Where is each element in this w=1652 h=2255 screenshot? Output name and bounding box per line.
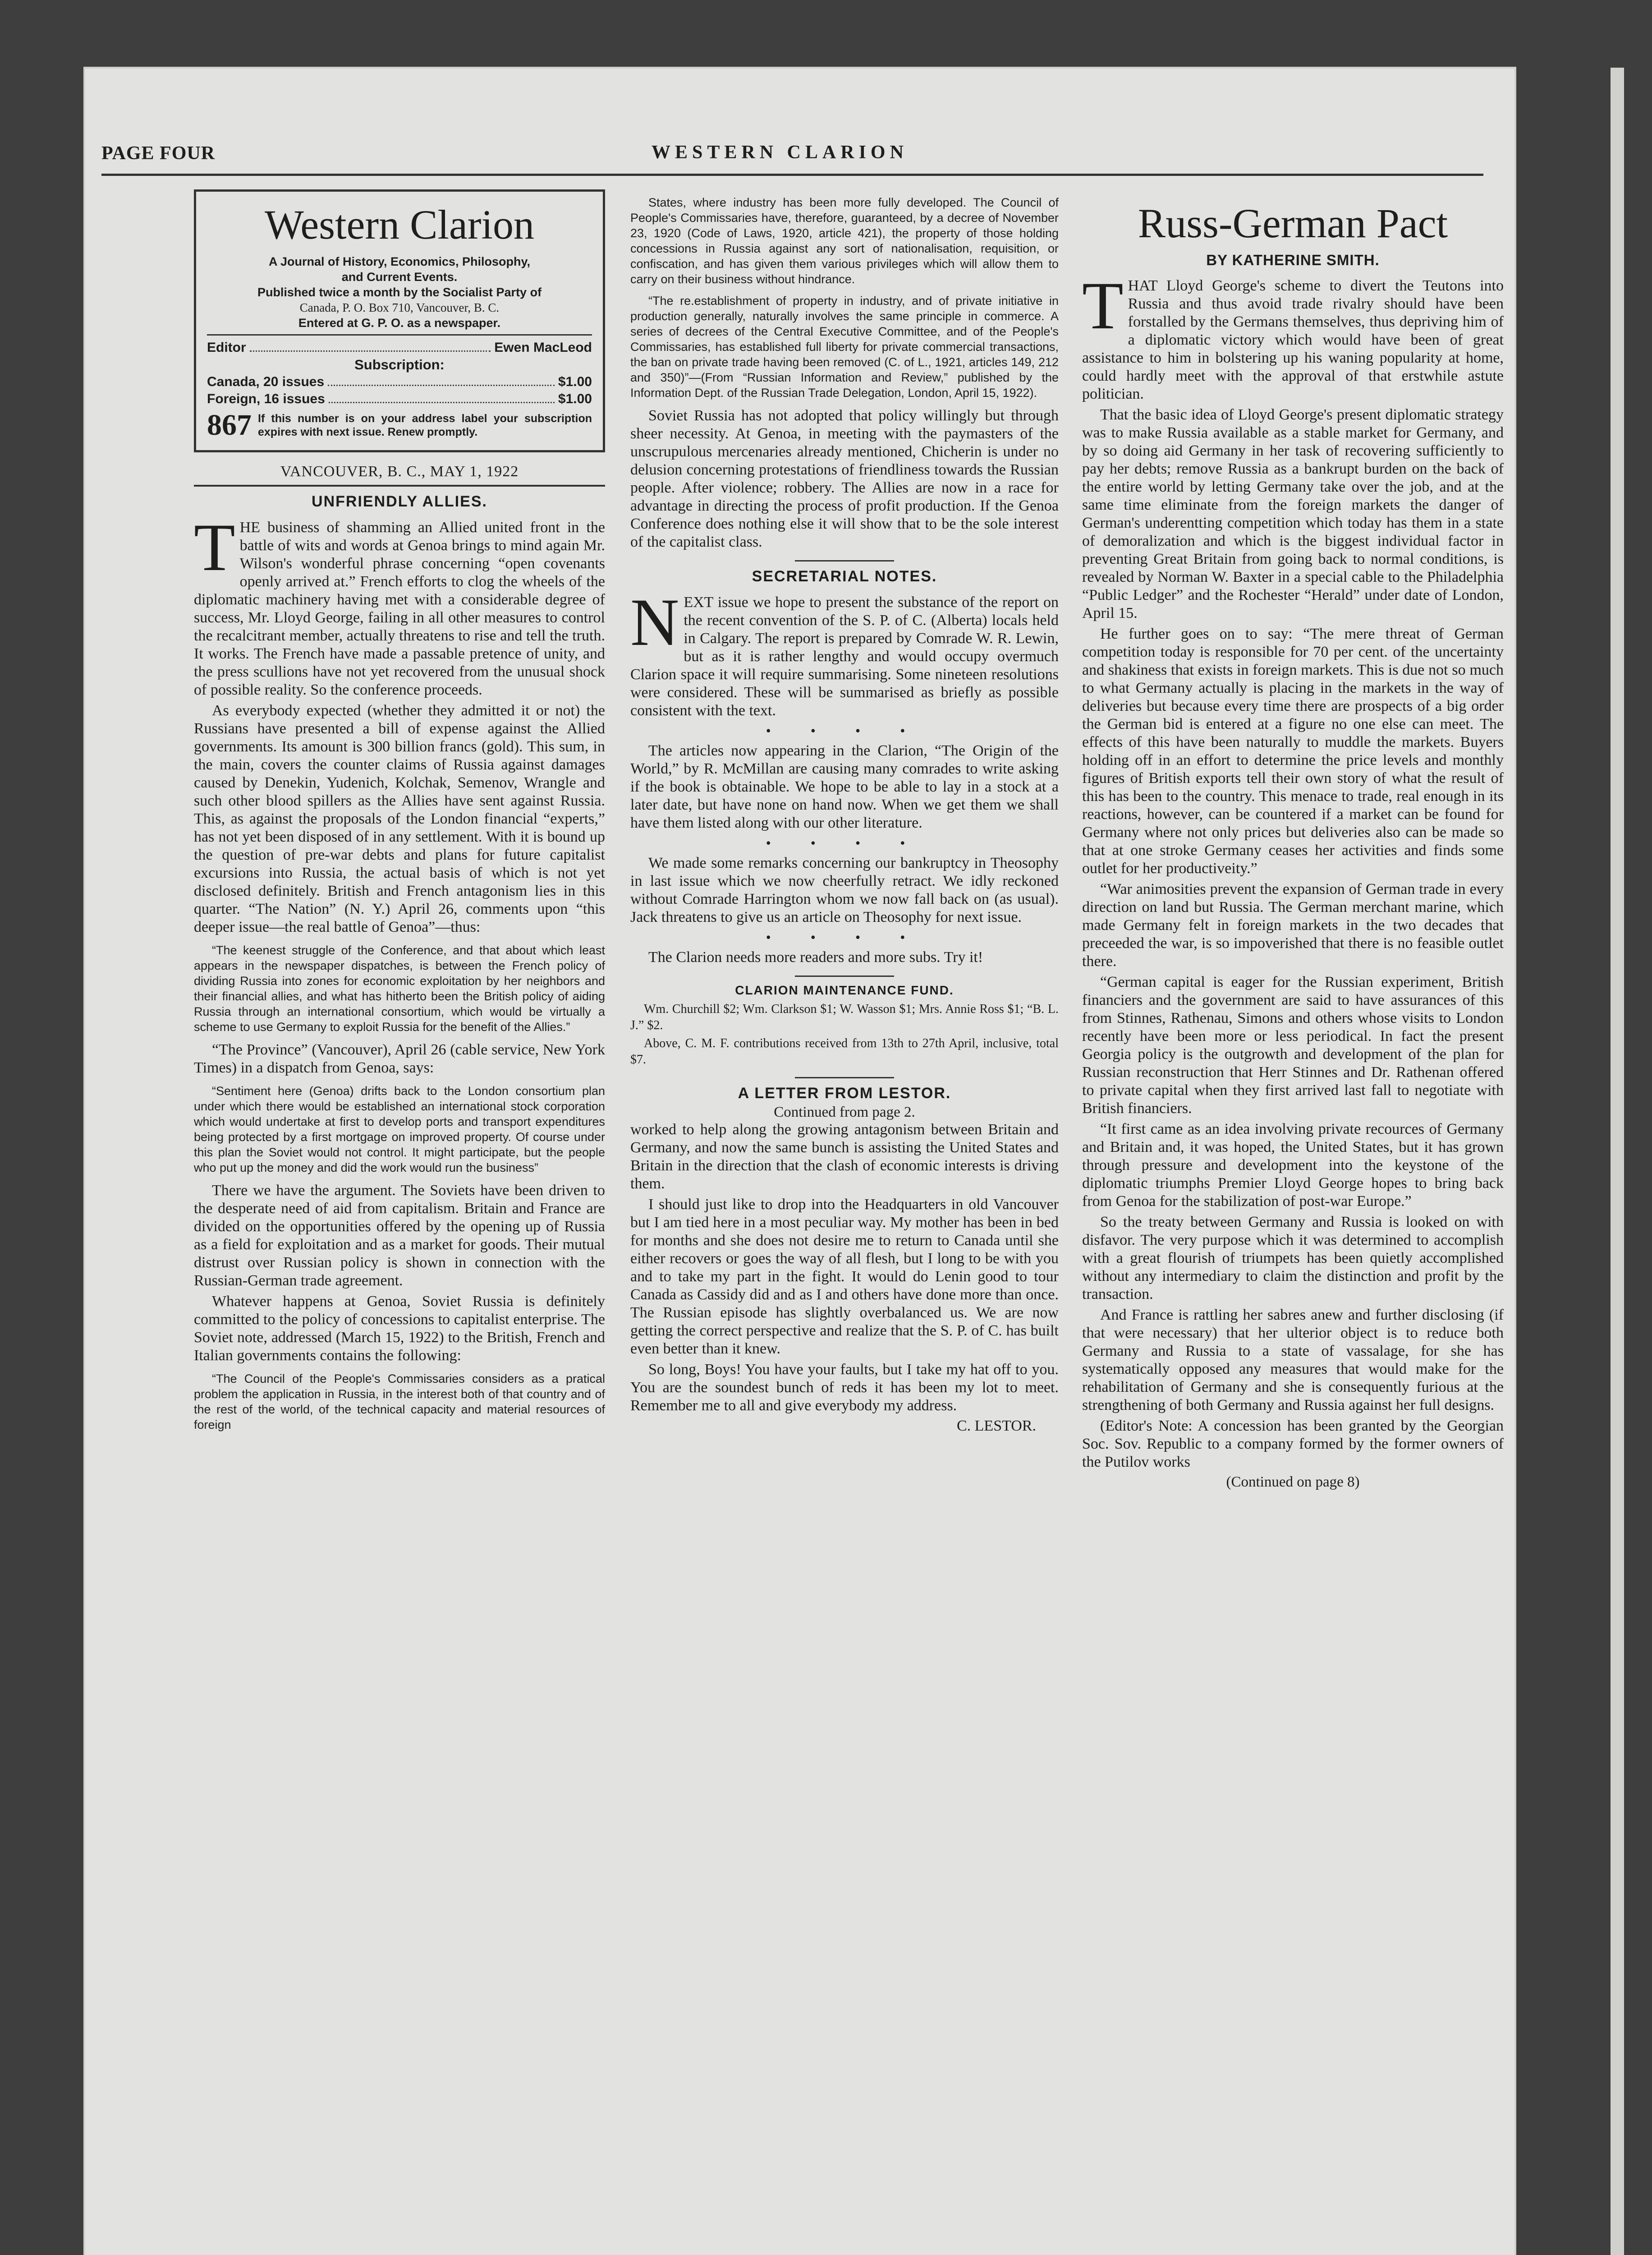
address-line: Canada, P. O. Box 710, Vancouver, B. C.: [299, 301, 500, 314]
fund-paragraph: Wm. Churchill $2; Wm. Clarkson $1; W. Wasson $1; Mrs. Annie Ross $1; “B. L. J.” $2.: [630, 1002, 1059, 1032]
infobox-divider: [207, 334, 592, 336]
block-quote: “The keenest struggle of the Conference, and that about which least appears in the newspaper dispatches, is between the French policy of dividing Russia into zones for economic exploitation by her neighbors and their financial allies, and what has hitherto been the British policy of aiding Russia through an international consortium, which would be virtually a scheme to use Germany to exploit Russia for the benefit of the Allies.”: [194, 943, 605, 1034]
column-3: [1082, 198, 1504, 1491]
drop-cap: T: [1082, 268, 1124, 343]
page-header: [101, 140, 1483, 167]
article-heading: UNFRIENDLY ALLIES.: [312, 493, 487, 510]
fund-paragraph: Above, C. M. F. contributions received from 13th to 27th April, inclusive, total $7.: [630, 1036, 1059, 1067]
leader-dots: [329, 391, 555, 403]
article-paragraph: And France is rattling her sabres anew and further disclosing (if that were necessary) that her ulterior object is to reduce both Germany and Russia to a state of vassalage, for she has systematically opposed any measures that would make for the rehabilitation of Germany and she is consequently furious at the strengthening of both Germany and Russia against her full designs.: [1082, 1307, 1504, 1413]
section-rule: [795, 1077, 894, 1078]
article-paragraph: So the treaty between Germany and Russia is looked on with disfavor. The very purpose which it was determined to accomplish with a great flourish of triumpets has been quietly accomplished without any intermediary to claim the distinction and profit by the transaction.: [1082, 1214, 1504, 1302]
article-paragraph: The Clarion needs more readers and more subs. Try it!: [648, 949, 983, 966]
article-paragraph: “German capital is eager for the Russian experiment, British financiers and the government are said to have assurances of this from Stinnes, Rathenau, Simons and others whose visits to London recently have been more or less periodical. In fact the present Georgia policy is the outgrowth and development of the plan for Russian reconstruction that Herr Stinnes and Dr. Rathenan offered to private capital when they first arrived last fall to negotiate with British financiers.: [1082, 974, 1504, 1117]
section-rule: [795, 976, 894, 977]
adjacent-page-edge: [1611, 68, 1624, 2255]
byline: BY KATHERINE SMITH.: [1206, 252, 1380, 268]
block-quote: “The Council of the People's Commissaries considers as a pratical problem the application in Russia, in the interest both of that country and of the rest of the world, of the technical capacity and material resources of foreign: [194, 1372, 605, 1431]
editor-name: Ewen MacLeod: [494, 340, 592, 355]
renew-number: 867: [207, 409, 252, 442]
column-1: [194, 189, 605, 1439]
page-number: PAGE FOUR: [101, 143, 216, 164]
article-paragraph: He further goes on to say: “The mere threat of German competition today is responsible for 70 per cent. of the uncertainty and shakiness that exists in foreign markets. This is due not so much to what Germany actually is placing in the markets in the way of deliveries but because every time there are prospects of a big order the German bid is entered at a figure no one else can meet. The effects of this have been naturally to muddle the markets. Buyers holding off in an effort to determine the price levels and monthly figures of British exports tell their own story of what the result of this has been to the country. This menace to trade, real enough in its reactions, however, can be countered if a market can be found for Germany where not only prices but deliveries also can be made so that at one stroke Germany ceases her activities and finds some outlet for her productiveity.”: [1082, 626, 1504, 877]
article-paragraph: worked to help along the growing antagonism between Britain and Germany, and now the same bunch is assisting the United States and Britain in the direction that the clash of economic interests is driving them.: [630, 1121, 1059, 1192]
article-paragraph: There we have the argument. The Soviets have been driven to the desperate need of aid from capitalism. Britain and France are divided on the opportunities offered by the opening up of Russia as a field for exploitation and as a market for goods. Their mutual distrust over Russian policy is shown in connection with the Russian-German trade agreement.: [194, 1182, 605, 1289]
leader-dots: [250, 339, 491, 352]
editor-label: Editor: [207, 340, 246, 355]
article-paragraph: [630, 585, 1059, 720]
article-paragraph: I should just like to drop into the Headquarters in old Vancouver but I am tied here in a most peculiar way. My mother has been in bed for months and she does not desire me to return to Canada until she either recovers or goes the way of all flesh, but I long to be with you and to take my part in the fight. It would do Lenin good to tour Canada as Cassidy did and as I and others have done more than once. The Russian episode has slightly overbalanced us. We are now getting the correct perspective and realize that the S. P. of C. has built even better than it knew.: [630, 1196, 1059, 1357]
paragraph-text: HAT Lloyd George's scheme to divert the Teutons into Russia and thus avoid trade rivalry should have been forstalled by the Germans themselves, thus depriving him of a diplomatic victory which would have been of great assistance to him in bolstering up his waning popularity at home, could hardly meet with the approval of that erstwhile astute politician.: [1082, 277, 1504, 402]
separator-dots: • • • •: [766, 835, 923, 851]
dateline: VANCOUVER, B. C., MAY 1, 1922: [194, 460, 605, 487]
paragraph-text: HE business of shamming an Allied united front in the battle of wits and words at Genoa brings to mind again Mr. Wilson's wonderful phrase concerning “open covenants openly arrived at.” French efforts to clog the wheels of the diplomatic machinery having met with a considerable degree of success, Mr. Lloyd George, failing in all other measures to control the recalcitrant member, actually threatens to rise and tell the truth. It works. The French have made a passable pretence of unity, and the press scullions have not yet recovered from the unusual shock of possible reality. So the conference proceeds.: [194, 519, 605, 698]
article-paragraph: [194, 510, 605, 699]
article-paragraph: So long, Boys! You have your faults, but I take my hat off to you. You are the soundest bunch of reds it has been my lot to meet. Remember me to all and give everybody my address.: [630, 1361, 1059, 1414]
article-paragraph: As everybody expected (whether they admitted it or not) the Russians have presented a bill of expense against the Allied governments. Its amount is 300 billion francs (gold). This sum, in the main, covers the counter claims of Russia against damages caused by Denekin, Yudenich, Kolchak, Semenov, Wrangle and such other blood spillers as the Allies have sent against Russia. This, as against the proposals of the London financial “experts,” has not yet been disposed of in any settlement. With it is bound up the question of pre-war debts and plans for future capitalist excursions into Russia, the actual basis of which is not yet disclosed definitely. British and French antagonism lies in this quarter. “The Nation” (N. Y.) April 26, comments upon “this deeper issue—the real battle of Genoa”—thus:: [194, 702, 605, 935]
header-rule: [101, 174, 1483, 176]
column-2: [630, 195, 1059, 1435]
renew-notice: [207, 410, 592, 440]
published-line: Published twice a month by the Socialist Party of: [257, 285, 542, 299]
article-paragraph: (Editor's Note: A concession has been granted by the Georgian Soc. Sov. Republic to a company formed by the former owners of the Putilov works: [1082, 1417, 1504, 1470]
separator-dots: • • • •: [766, 929, 923, 945]
article-paragraph: [1082, 268, 1504, 403]
canada-line: [207, 373, 592, 391]
article-paragraph: “War animosities prevent the expansion of German trade in every direction on land but Russia. The German merchant marine, which made Germany felt in foreign markets in the two decades that preceeded the war, is so impoverished that there is no feasible outlet there.: [1082, 881, 1504, 970]
block-quote: “The re.establishment of property in industry, and of private initiative in production generally, naturally involves the same principle in commerce. A series of decrees of the Central Executive Committee, and of the People's Commissaries, has established full liberty for private commercial transactions, the ban on private trade having been removed (C. of L., 1921, articles 149, 212 and 350)”—(From “Russian Information and Review,” published by the Information Dept. of the Russian Trade Delegation, London, April 15, 1922).: [630, 294, 1059, 400]
subscription-label: Subscription:: [354, 357, 445, 373]
masthead: WESTERN CLARION: [652, 142, 908, 163]
editor-line: [207, 339, 592, 356]
leader-dots: [328, 373, 555, 386]
block-quote: States, where industry has been more fully developed. The Council of People's Commissaries have, therefore, guaranteed, by a decree of November 23, 1920 (Code of Laws, 1920, article 421), the property of those holding concessions in Russia against any sort of nationalisation, requisition, or confiscation, and has given them various privileges which will allow them to carry on their business without hindrance.: [630, 196, 1059, 286]
article-paragraph: That the basic idea of Lloyd George's present diplomatic strategy was to make Russia available as a stable market for Germany, and by so doing aid Germany in her task of recovering sufficiently to pay her debts; remove Russia as a bankrupt burden on the back of the entire world by letting Germany take over the job, and at the same time eliminate from the foreign markets the danger of German's underentting competition which today has them in a state of demoralization and which is the biggest individual factor in preventing Great Britain from going back to normal conditions, is revealed by Norman W. Baxter in a special cable to the Philadelphia “Public Ledger” and the Rochester “Herald” under date of London, April 15.: [1082, 406, 1504, 621]
journal-line-2: and Current Events.: [341, 270, 458, 284]
letter-heading: A LETTER FROM LESTOR.: [738, 1085, 951, 1102]
signature: C. LESTOR.: [956, 1417, 1036, 1434]
section-heading: SECRETARIAL NOTES.: [752, 568, 937, 585]
article-title: Russ-German Pact: [1138, 200, 1448, 246]
letter-continued: Continued from page 2.: [774, 1104, 915, 1120]
canada-label: Canada, 20 issues: [207, 374, 325, 389]
drop-cap: N: [630, 585, 679, 660]
info-box: [194, 189, 605, 452]
article-paragraph: Soviet Russia has not adopted that policy willingly but through sheer necessity. At Genoa, in meeting with the paymasters of the unscrupulous mercenaries already mentioned, Chicherin is under no delusion concerning protestations of friendliness towards the Russian people. After violence; robbery. The Allies are now in a race for advantage in directing the process of profit production. If the Genoa Conference does nothing else it will show that to be the sole interest of the capitalist class.: [630, 407, 1059, 550]
article-paragraph: “It first came as an idea involving private recources of Germany and Britain and, it was hoped, the United States, but it has grown through pressure and development into the keystone of the diplomatic triumphs Premier Lloyd George hopes to bring back from Genoa for the stabilization of post-war Europe.”: [1082, 1121, 1504, 1210]
foreign-price: $1.00: [558, 391, 592, 406]
renew-text: If this number is on your address label your subscription expires with next issue. Renew promptly.: [258, 412, 592, 438]
block-quote: “Sentiment here (Genoa) drifts back to the London consortium plan under which there would be established an international stock corporation which would undertake at first to develop ports and transport expenditures being protected by a first mortgage on improved property. Of course under this plan the Soviet would not control. It might participate, but the people who put up the money and did the work would run the business”: [194, 1084, 605, 1174]
article-paragraph: “The Province” (Vancouver), April 26 (cable service, New York Times) in a dispatch from Genoa, says:: [194, 1041, 605, 1076]
journal-line-1: A Journal of History, Economics, Philosophy,: [268, 255, 531, 268]
continued-notice: (Continued on page 8): [1226, 1474, 1360, 1490]
paragraph-text: EXT issue we hope to present the substance of the report on the recent convention of the S. P. of C. (Alberta) locals held in Calgary. The report is prepared by Comrade W. R. Lewin, but as it is rather lengthy and would occupy overmuch Clarion space it will require summarising. Some nineteen resolutions were considered. These will be summarised as briefly as possible consistent with the text.: [630, 594, 1059, 719]
drop-cap: T: [194, 510, 235, 585]
article-paragraph: The articles now appearing in the Clarion, “The Origin of the World,” by R. McMillan are causing many comrades to write asking if the book is obtainable. We hope to be able to lay in a stock at a later date, but have none on hand now. When we get them we shall have them listed along with our other literature.: [630, 742, 1059, 831]
canada-price: $1.00: [558, 374, 592, 389]
entered-line: Entered at G. P. O. as a newspaper.: [298, 316, 501, 330]
foreign-line: [207, 391, 592, 408]
infobox-title: Western Clarion: [264, 202, 535, 248]
foreign-label: Foreign, 16 issues: [207, 391, 325, 406]
article-paragraph: Whatever happens at Genoa, Soviet Russia is definitely committed to the policy of concessions to capitalist enterprise. The Soviet note, addressed (March 15, 1922) to the British, French and Italian governments contains the following:: [194, 1293, 605, 1364]
article-paragraph: We made some remarks concerning our bankruptcy in Theosophy in last issue which we now cheerfully retract. We idly reckoned without Comrade Harrington whom we now fall back on (as usual). Jack threatens to give us an article on Theosophy for next issue.: [630, 855, 1059, 925]
section-rule: [795, 560, 894, 561]
fund-heading: CLARION MAINTENANCE FUND.: [735, 983, 954, 997]
separator-dots: • • • •: [766, 723, 923, 739]
